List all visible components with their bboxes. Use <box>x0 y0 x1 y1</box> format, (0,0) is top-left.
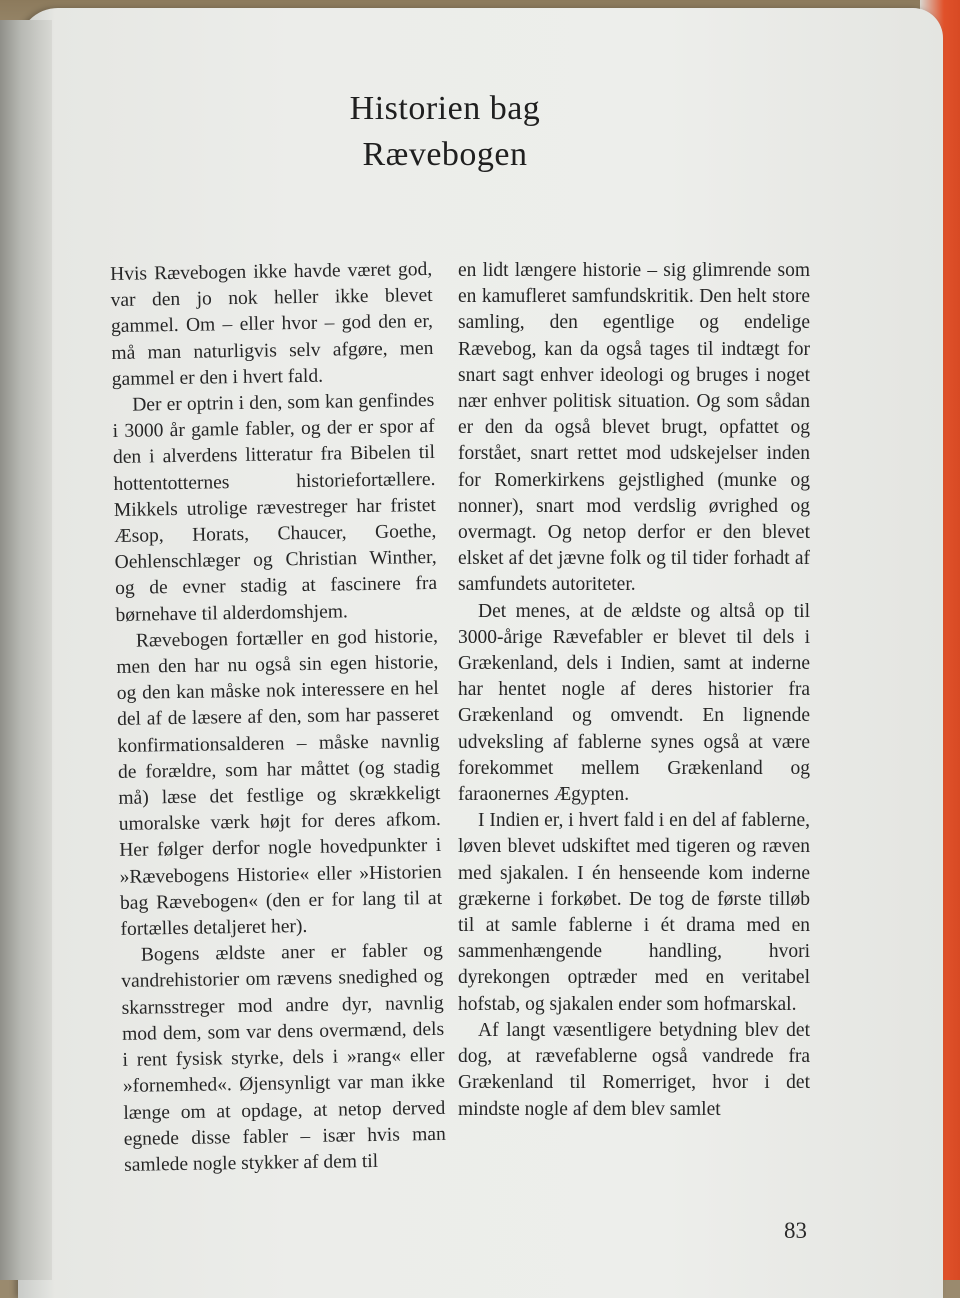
paragraph: Af langt væsentligere betydning blev det dog, at rævefablerne også vandrede fra Grækenland til Romerriget, hvor i det mindste nogle af dem blev samlet <box>458 1019 810 1120</box>
page-title <box>300 86 590 178</box>
left-column <box>110 257 446 1179</box>
page-number: 83 <box>784 1218 807 1243</box>
paragraph: I Indien er, i hvert fald i en del af fablerne, løven blevet udskiftet med tigeren og ræven med sjakalen. I én henseende kom inderne grækerne i forkøbet. De tog de første tilløb til at samle fablerne i ét drama med en sammenhængende handling, hvori dyrekongen optræder med en veritabel hofstab, og sjakalen ender som hofmarskal. <box>458 810 810 1015</box>
paragraph: Bogens ældste aner er fabler og vandrehistorier om rævens snedighed og skarnsstreger mod andre dyr, navnlig mod dem, som var dens overmænd, dels i rent fysisk styrke, dels i »rang« eller »fornemhed«. Øjensynligt var man ikke længe om at opdage, at netop derved egnede disse fabler – især hvis man samlede nogle stykker af dem til <box>121 940 446 1176</box>
paragraph: en lidt længere historie – sig glimrende som en kamufleret samfundskritik. Den helt store samling, den egentlige og endelige Rævebog, kan da også tages til indtægt for snart sagt enhver ideologi og bruges i noget nær enhver politisk situation. Og som sådan er den da også blevet brugt, opfattet og forstået, snart rettet mod udskejelser inden for Romerkirkens gejstlighed (munke og nonner), snart mod verdslig øvrighed og overmagt. Og netop derfor er den blevet elsket af det jævne folk og til tider forhadt af samfundets autoriteter. <box>458 260 810 596</box>
paragraph: Hvis Rævebogen ikke havde været god, var den jo nok heller ikke blevet gammel. Om – eller hvor – god den er, må man naturligvis selv afgøre, men gammel er den i hvert fald. <box>110 258 434 390</box>
paragraph: Der er optrin i den, som kan genfindes i 3000 år gamle fabler, og der er spor af den i alverdens litteratur fra Bibelen til hottentotternes historiefortællere. Mikkels utrolige rævestreger har fristet Æsop, Horats, Chaucer, Goethe, Oehlenschlæger og Christian Winther, og de evner stadig at fascinere fra børnehave til alderdomshjem. <box>112 389 438 626</box>
paragraph: Rævebogen fortæller en god historie, men den har nu også sin egen historie, og den kan måske nok interessere en hel del af de læsere af den, som har passeret konfirmationsalderen – måske navnlig de forældre, som har måttet (og stadig må) læse det festlige og skrækkeligt umoralske værk højt for deres afkom. Her følger derfor nogle hovedpunkter i »Rævebogens Historie« eller »Historien bag Rævebogen« (den er for lang til at fortælles detaljeret her). <box>116 625 443 940</box>
page-edge <box>0 20 52 1280</box>
title-line-1: Historien bag <box>349 90 541 127</box>
title-line-2: Rævebogen <box>362 136 528 173</box>
right-column <box>458 258 810 1123</box>
paragraph: Det menes, at de ældste og altså op til 3000-årige Rævefabler er blevet til dels i Grækenland, dels i Indien, samt at inderne har hentet nogle af deres historier fra Grækenland og omvendt. En lignende udveksling af fablerne synes også at være forekommet mellem Grækenland og faraonernes Ægypten. <box>458 600 810 806</box>
